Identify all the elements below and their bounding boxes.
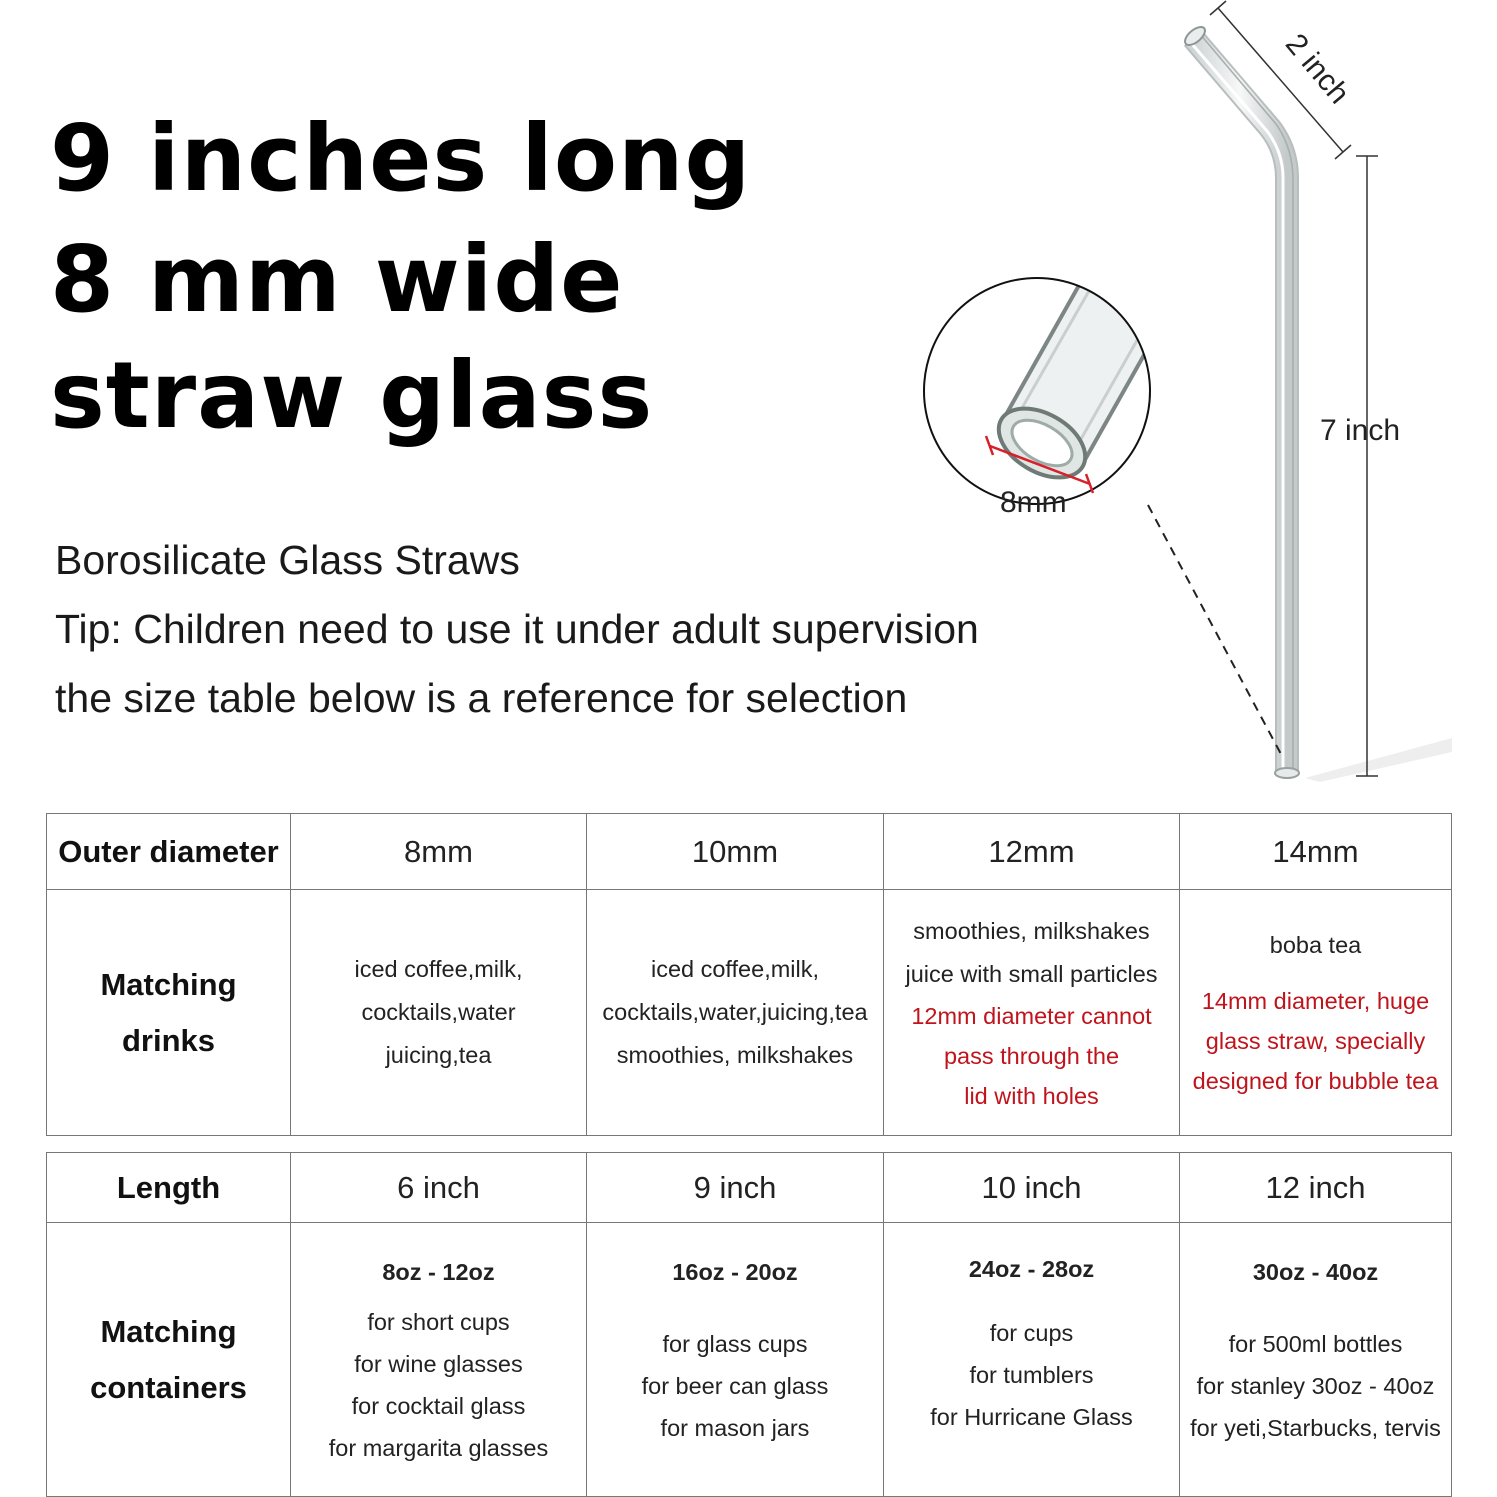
containers-9-inch: 16oz - 20oz for glass cups for beer can glass for mason jars <box>587 1223 884 1497</box>
glass-straw <box>1182 24 1299 778</box>
bend-length-label: 2 inch <box>1278 27 1356 111</box>
drinks-10mm: iced coffee,milk, cocktails,water,juicing,tea smoothies, milkshakes <box>587 890 884 1136</box>
length-9-inch: 9 inch <box>587 1153 884 1223</box>
diameter-label: 8mm <box>1000 486 1067 519</box>
drinks-8mm: iced coffee,milk, cocktails,water juicing,tea <box>291 890 587 1136</box>
warning-note: pass through the <box>943 1042 1120 1069</box>
matching-drinks-label: Matching drinks <box>47 890 291 1136</box>
diameter-header-row <box>47 814 1452 890</box>
size-12mm: 12mm <box>884 814 1180 890</box>
size-10mm: 10mm <box>587 814 884 890</box>
drinks-12mm: smoothies, milkshakes juice with small particles 12mm diameter cannot pass through the lid with holes <box>884 890 1180 1136</box>
warning-note: lid with holes <box>964 1082 1099 1109</box>
capacity-range: 16oz - 20oz <box>672 1258 798 1285</box>
capacity-range: 30oz - 40oz <box>1252 1258 1379 1285</box>
capacity-range: 24oz - 28oz <box>968 1255 1095 1282</box>
containers-12-inch: 30oz - 40oz for 500ml bottles for stanley 30oz - 40oz for yeti,Starbucks, tervis <box>1180 1223 1452 1497</box>
matching-containers-row <box>47 1223 1452 1497</box>
outer-diameter-header: Outer diameter <box>47 814 291 890</box>
size-table-note: the size table below is a reference for selection <box>55 675 908 721</box>
straight-length-label: 7 inch <box>1320 414 1401 447</box>
length-header-row <box>47 1153 1452 1223</box>
highlight-note: glass straw, specially <box>1205 1028 1426 1054</box>
drinks-table <box>46 813 1452 1136</box>
straight-length-dimension <box>1356 156 1378 776</box>
matching-drinks-row <box>47 890 1452 1136</box>
length-header: Length <box>47 1153 291 1223</box>
warning-note: 12mm diameter cannot <box>911 1002 1152 1029</box>
highlight-note: 14mm diameter, huge <box>1201 988 1430 1014</box>
straw-shadow <box>1305 738 1452 782</box>
containers-table <box>46 1152 1452 1497</box>
length-12-inch: 12 inch <box>1180 1153 1452 1223</box>
headline-line-3: straw glass <box>50 342 654 449</box>
highlight-note: designed for bubble tea <box>1192 1068 1439 1094</box>
product-material-text: Borosilicate Glass Straws <box>55 537 520 583</box>
matching-containers-label: Matching containers <box>47 1223 291 1497</box>
headline-line-1: 9 inches long <box>50 105 752 212</box>
containers-10-inch: 24oz - 28oz for cups for tumblers for Hurricane Glass <box>884 1223 1180 1497</box>
drinks-14mm: boba tea 14mm diameter, huge glass straw, specially designed for bubble tea <box>1180 890 1452 1136</box>
diameter-zoom-view <box>924 225 1192 504</box>
size-14mm: 14mm <box>1180 814 1452 890</box>
safety-tip-text: Tip: Children need to use it under adult supervision <box>55 606 979 652</box>
size-8mm: 8mm <box>291 814 587 890</box>
length-6-inch: 6 inch <box>291 1153 587 1223</box>
capacity-range: 8oz - 12oz <box>382 1258 495 1285</box>
containers-6-inch: 8oz - 12oz for short cups for wine glasses for cocktail glass for margarita glasses <box>291 1223 587 1497</box>
headline-line-2: 8 mm wide <box>50 226 624 333</box>
callout-line <box>1148 505 1282 756</box>
length-10-inch: 10 inch <box>884 1153 1180 1223</box>
